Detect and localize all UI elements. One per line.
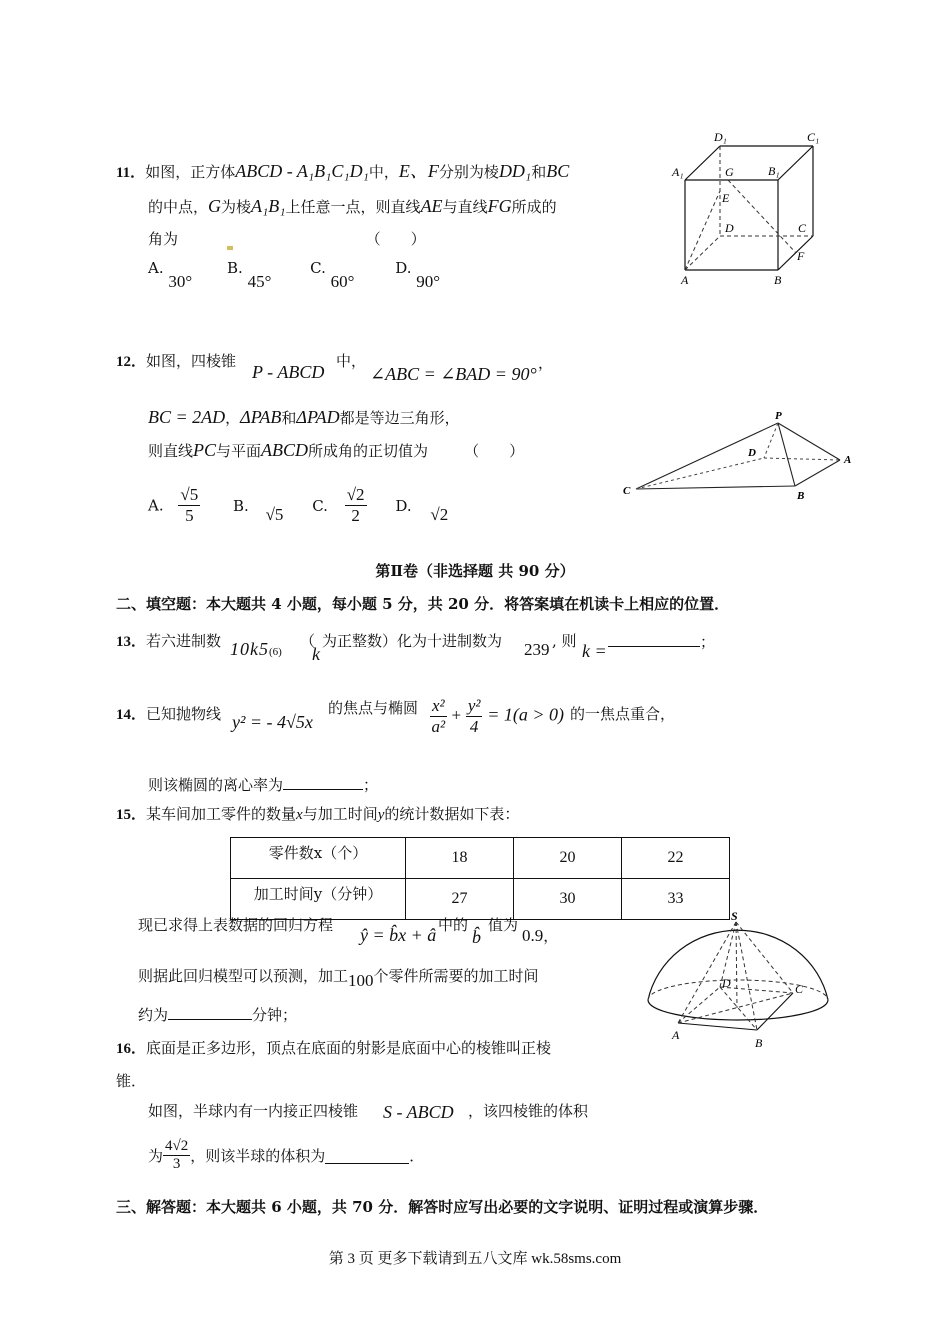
label-A: A (844, 454, 852, 466)
q11-line1: 11．如图，正方体ABCD - A₁B₁C₁D₁中，E、F分别为棱DD₁和BC (116, 161, 570, 181)
q12-option-d: √2 (430, 504, 449, 524)
label-P: P (775, 410, 782, 422)
table-cell: 18 (406, 838, 514, 879)
q14-ellipse: $\frac{\text{x²}}{\text{a²}}$ + $\frac{\text{y²}}{4}$ = 1(a > 0) (431, 696, 565, 736)
q11-option-c: 60° (330, 272, 355, 291)
q15-line2: 则据此回归模型可以预测，加工100个零件所需要的加工时间 (138, 967, 539, 990)
label-A1: A₁ (672, 165, 684, 179)
q15-line3: 约为 分钟； (138, 1003, 297, 1025)
q11-line3: 角为 （ ） (148, 230, 426, 248)
q12-option-b: √5 (265, 504, 284, 524)
label-C: C (795, 982, 804, 996)
q16-pyramid: S - ABCD (383, 1102, 454, 1122)
table-row (231, 838, 730, 879)
q12-options: A. $\frac{√5}{5}$ B. √5 C. $\frac{√2}{2}$ D. √2 (148, 485, 449, 525)
q15-line1b: 中的 (438, 916, 469, 934)
q14-line1: 14．已知抛物线 (116, 705, 222, 723)
q16-line1: 16．底面是正多边形，顶点在底面的射影是底面中心的棱锥叫正棱 (116, 1039, 552, 1057)
label-B: B (797, 490, 805, 502)
q15-intro: 15．某车间加工零件的数量x与加工时间y的统计数据如下表： (116, 805, 520, 823)
q15-equation: ŷ = b̂x + â (360, 925, 437, 945)
q13-answer-blank[interactable] (608, 630, 700, 647)
q12-number: 12． (116, 354, 147, 370)
label-D: D (725, 221, 734, 235)
q11-cube-name: ABCD - A₁B₁C₁D₁ (235, 161, 369, 181)
q16-hemisphere-figure (640, 905, 840, 1050)
q11-option-c-label: C. (310, 259, 326, 277)
q11-number: 11． (116, 165, 146, 181)
q16-line3b: ，该四棱锥的体积 (468, 1102, 589, 1120)
part2-title: 第Ⅱ卷（非选择题 共 90 分） (375, 562, 575, 580)
page-footer: 第 3 页 更多下载请到五八文库 wk.58sms.com (328, 1251, 622, 1267)
label-C: C (798, 221, 807, 235)
table-header-y: 加工时间y（分钟） (231, 879, 406, 920)
q13-answer: ； (608, 630, 715, 652)
q13-val: 239 (524, 640, 550, 659)
q11-option-a: 30° (168, 272, 193, 291)
label-E: E (722, 191, 730, 205)
q14-number: 14． (116, 707, 147, 723)
table-cell: 33 (622, 879, 730, 920)
stray-mark (227, 246, 233, 250)
label-A: A (672, 1028, 680, 1042)
label-C1: C₁ (807, 130, 820, 144)
q16-answer-blank[interactable] (325, 1147, 409, 1164)
q13-number: 13． (116, 634, 147, 650)
label-D: D (748, 447, 756, 459)
q11-option-a-label: A. (148, 259, 164, 277)
q11-option-d-label: D. (395, 259, 412, 277)
q14-mid: 的焦点与椭圆 (328, 699, 419, 717)
q12-pyramid: P - ABCD (252, 362, 325, 382)
q12-angles: ∠ABC = ∠BAD = 90° (370, 364, 537, 384)
section3-heading: 三、解答题：本大题共 6 小题，共 70 分．解答时应写出必要的文字说明、证明过程或演算步骤． (116, 1198, 769, 1216)
q15-answer-blank[interactable] (168, 1003, 252, 1020)
q14-line2: 则该椭圆的离心率为 ； (148, 773, 378, 795)
label-B1: B₁ (768, 164, 780, 178)
q11-options (148, 258, 441, 291)
q12-line1b: 中， (336, 352, 367, 370)
label-D: D (722, 976, 731, 990)
q11-option-b-label: B. (226, 259, 243, 277)
table-cell: 30 (514, 879, 622, 920)
q16-number: 16． (116, 1041, 147, 1057)
q12-option-c: $\frac{√2}{2}$ (346, 485, 365, 525)
q12-line2: BC = 2AD，ΔPAB和ΔPAD都是等边三角形， (148, 407, 460, 427)
q13-line: 13．若六进制数 (116, 632, 222, 650)
q12-pyramid-figure (618, 405, 858, 505)
label-S: S (731, 909, 738, 923)
label-A: A (681, 273, 689, 287)
q13-mid: （ (300, 632, 316, 650)
table-cell: 22 (622, 838, 730, 879)
label-G: G (725, 165, 734, 179)
q15-value: 0.9， (522, 926, 559, 945)
q13-numeral: 10k5(6) (230, 639, 282, 659)
q14-tail: 的一焦点重合， (570, 705, 676, 723)
section2-heading: 二、填空题：本大题共 4 小题，每小题 5 分，共 20 分．将答案填在机读卡上相应的位置． (116, 595, 730, 613)
q16-line4: 为 $\frac{4√2}{3}$ ，则该半球的体积为 ． (148, 1138, 425, 1172)
q16-line2: 锥． (116, 1072, 147, 1090)
q11-option-d: 90° (416, 272, 441, 291)
label-B: B (774, 273, 782, 287)
table-cell: 27 (406, 879, 514, 920)
table-header-x: 零件数x（个） (231, 838, 406, 879)
q16-volume-fraction: $\frac{4√2}{3}$ (165, 1138, 189, 1172)
q12-comma: ， (538, 354, 554, 372)
label-D1: D₁ (714, 130, 727, 144)
q15-number: 15． (116, 807, 147, 823)
q11-line2: 的中点，G为棱A₁B₁上任意一点，则直线AE与直线FG所成的 (148, 196, 557, 216)
q11-option-b: 45° (247, 272, 272, 291)
q13-tail: , 则 (552, 632, 577, 650)
q13-mid2: 为正整数）化为十进制数为 (322, 632, 503, 650)
q12-line1: 12．如图，四棱锥 (116, 352, 237, 370)
q11-cube-figure (670, 128, 830, 290)
q15-line1c: 值为 (488, 916, 519, 934)
q14-answer-blank[interactable] (283, 773, 363, 790)
q14-parabola: y² = - 4√5x (232, 712, 313, 732)
q12-option-a: $\frac{√5}{5}$ (180, 485, 199, 525)
q15-line1: 现已求得上表数据的回归方程 (138, 916, 334, 934)
table-cell: 20 (514, 838, 622, 879)
label-F: F (797, 249, 805, 263)
label-C: C (623, 485, 631, 497)
q15-bhat: b̂ (472, 927, 481, 947)
label-B: B (755, 1036, 763, 1050)
q12-line3: 则直线PC与平面ABCD所成角的正切值为 （ ） (148, 440, 525, 460)
q13-k: k (312, 644, 320, 664)
q16-line3: 如图，半球内有一内接正四棱锥 (148, 1102, 359, 1120)
q13-keq: k = (582, 641, 607, 661)
